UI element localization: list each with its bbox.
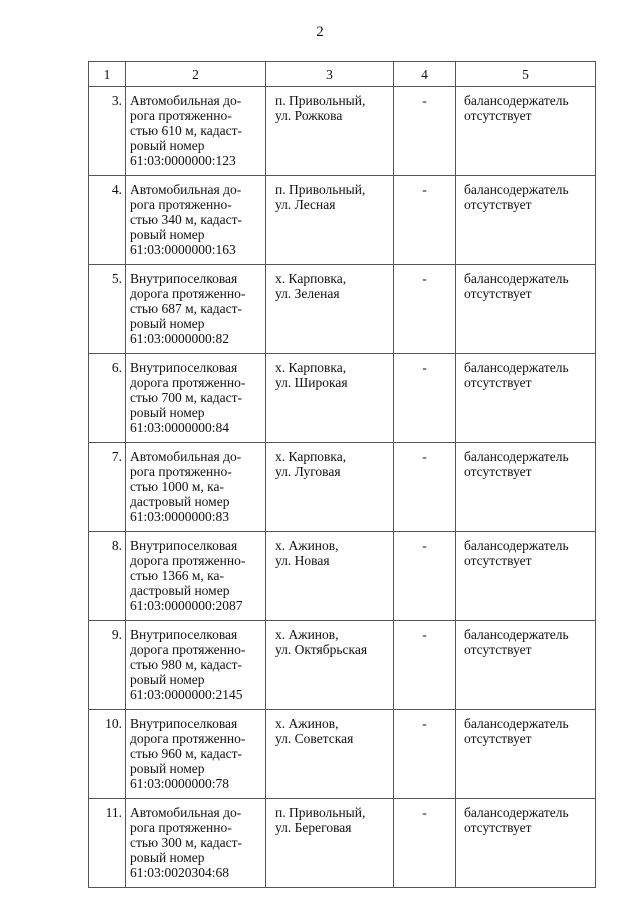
table-row — [89, 799, 596, 888]
row-number: 5. — [89, 265, 126, 354]
road-description-line: стью 340 м, кадаст- — [130, 212, 243, 227]
road-location-line: ул. Новая — [275, 553, 330, 568]
road-location-line: ул. Зеленая — [275, 286, 340, 301]
road-location-line: х. Ажинов, — [275, 716, 339, 731]
header-cell-3: 3 — [266, 62, 394, 87]
road-description-line: стью 300 м, кадаст- — [130, 835, 243, 850]
road-description-line: Автомобильная до- — [130, 182, 242, 197]
road-location-line: ул. Рожкова — [275, 108, 343, 123]
road-description-line: 61:03:0020304:68 — [130, 865, 230, 880]
road-description-line: рога протяженно- — [130, 464, 232, 479]
balance-holder — [456, 443, 596, 532]
road-description-line: Внутрипоселковая — [130, 271, 238, 286]
road-description-line: Внутрипоселковая — [130, 716, 238, 731]
balance-holder — [456, 799, 596, 888]
row-number: 9. — [89, 621, 126, 710]
road-description — [126, 87, 266, 176]
road-description — [126, 265, 266, 354]
balance-holder-line: балансодержатель — [464, 627, 569, 642]
road-location-line: х. Ажинов, — [275, 538, 339, 553]
balance-holder-line: отсутствует — [464, 731, 532, 746]
balance-holder-line: балансодержатель — [464, 271, 569, 286]
road-description — [126, 799, 266, 888]
road-description — [126, 354, 266, 443]
table-row — [89, 443, 596, 532]
row-number: 4. — [89, 176, 126, 265]
road-description-line: ровый номер — [130, 672, 205, 687]
road-location — [266, 87, 394, 176]
balance-holder-line: отсутствует — [464, 375, 532, 390]
road-description-line: ровый номер — [130, 227, 205, 242]
balance-holder-line: отсутствует — [464, 108, 532, 123]
header-cell-2: 2 — [126, 62, 266, 87]
table-row — [89, 710, 596, 799]
balance-holder-line: балансодержатель — [464, 449, 569, 464]
road-description-line: ровый номер — [130, 138, 205, 153]
balance-holder-line: балансодержатель — [464, 360, 569, 375]
road-description-line: ровый номер — [130, 761, 205, 776]
road-registry-table — [88, 61, 596, 888]
row-number: 11. — [89, 799, 126, 888]
table-header-row — [89, 62, 596, 87]
balance-holder — [456, 265, 596, 354]
road-description-line: рога протяженно- — [130, 197, 232, 212]
table-row — [89, 176, 596, 265]
road-description-line: дорога протяженно- — [130, 731, 246, 746]
road-location-line: ул. Октябрьская — [275, 642, 368, 657]
row-number: 7. — [89, 443, 126, 532]
balance-holder — [456, 710, 596, 799]
road-description-line: дорога протяженно- — [130, 286, 246, 301]
column-4-value: - — [394, 621, 456, 710]
road-description-line: 61:03:0000000:123 — [130, 153, 236, 168]
road-location-line: ул. Береговая — [275, 820, 352, 835]
road-description-line: стью 980 м, кадаст- — [130, 657, 243, 672]
road-description-line: рога протяженно- — [130, 108, 232, 123]
road-description-line: 61:03:0000000:2087 — [130, 598, 243, 613]
road-location-line: п. Привольный, — [275, 182, 366, 197]
table-row — [89, 354, 596, 443]
balance-holder — [456, 354, 596, 443]
road-location — [266, 265, 394, 354]
road-location-line: х. Ажинов, — [275, 627, 339, 642]
table-row — [89, 621, 596, 710]
road-description-line: Внутрипоселковая — [130, 538, 238, 553]
balance-holder-line: отсутствует — [464, 197, 532, 212]
road-location — [266, 799, 394, 888]
road-description-line: дорога протяженно- — [130, 642, 246, 657]
road-location-line: п. Привольный, — [275, 805, 366, 820]
row-number: 10. — [89, 710, 126, 799]
road-location — [266, 443, 394, 532]
road-description-line: Автомобильная до- — [130, 93, 242, 108]
column-4-value: - — [394, 176, 456, 265]
balance-holder — [456, 87, 596, 176]
road-description-line: дастровый номер — [130, 494, 230, 509]
balance-holder — [456, 621, 596, 710]
road-description-line: стью 1000 м, ка- — [130, 479, 225, 494]
road-location-line: п. Привольный, — [275, 93, 366, 108]
road-description-line: рога протяженно- — [130, 820, 232, 835]
column-4-value: - — [394, 532, 456, 621]
road-location — [266, 354, 394, 443]
road-description-line: ровый номер — [130, 850, 205, 865]
road-description — [126, 710, 266, 799]
road-description-line: 61:03:0000000:82 — [130, 331, 230, 346]
road-description-line: 61:03:0000000:83 — [130, 509, 230, 524]
road-description-line: стью 610 м, кадаст- — [130, 123, 243, 138]
road-location-line: ул. Широкая — [275, 375, 348, 390]
road-description — [126, 621, 266, 710]
road-description-line: ровый номер — [130, 316, 205, 331]
road-location — [266, 532, 394, 621]
road-description-line: 61:03:0000000:78 — [130, 776, 230, 791]
road-location — [266, 621, 394, 710]
road-location-line: ул. Луговая — [275, 464, 341, 479]
road-description — [126, 532, 266, 621]
column-4-value: - — [394, 354, 456, 443]
road-location — [266, 176, 394, 265]
road-description-line: Автомобильная до- — [130, 805, 242, 820]
road-description-line: 61:03:0000000:2145 — [130, 687, 243, 702]
row-number: 3. — [89, 87, 126, 176]
header-cell-4: 4 — [394, 62, 456, 87]
balance-holder-line: балансодержатель — [464, 716, 569, 731]
road-description-line: ровый номер — [130, 405, 205, 420]
balance-holder-line: отсутствует — [464, 553, 532, 568]
balance-holder-line: балансодержатель — [464, 805, 569, 820]
header-cell-1: 1 — [89, 62, 126, 87]
road-description-line: стью 960 м, кадаст- — [130, 746, 243, 761]
balance-holder-line: балансодержатель — [464, 182, 569, 197]
table-row — [89, 87, 596, 176]
balance-holder — [456, 532, 596, 621]
balance-holder-line: отсутствует — [464, 820, 532, 835]
page-number: 2 — [316, 24, 324, 40]
column-4-value: - — [394, 265, 456, 354]
column-4-value: - — [394, 87, 456, 176]
column-4-value: - — [394, 443, 456, 532]
road-description-line: стью 687 м, кадаст- — [130, 301, 243, 316]
balance-holder-line: балансодержатель — [464, 93, 569, 108]
road-location-line: ул. Лесная — [275, 197, 336, 212]
road-description-line: Внутрипоселковая — [130, 360, 238, 375]
road-location-line: х. Карповка, — [275, 271, 347, 286]
balance-holder-line: балансодержатель — [464, 538, 569, 553]
row-number: 8. — [89, 532, 126, 621]
road-description — [126, 443, 266, 532]
road-description-line: дастровый номер — [130, 583, 230, 598]
road-description-line: Автомобильная до- — [130, 449, 242, 464]
balance-holder-line: отсутствует — [464, 642, 532, 657]
road-description — [126, 176, 266, 265]
road-location-line: х. Карповка, — [275, 449, 347, 464]
column-4-value: - — [394, 799, 456, 888]
balance-holder-line: отсутствует — [464, 464, 532, 479]
balance-holder-line: отсутствует — [464, 286, 532, 301]
road-description-line: Внутрипоселковая — [130, 627, 238, 642]
road-description-line: дорога протяженно- — [130, 375, 246, 390]
table-row — [89, 265, 596, 354]
table-body — [89, 87, 596, 888]
road-description-line: дорога протяженно- — [130, 553, 246, 568]
road-location-line: ул. Советская — [275, 731, 354, 746]
header-cell-5: 5 — [456, 62, 596, 87]
table-row — [89, 532, 596, 621]
row-number: 6. — [89, 354, 126, 443]
balance-holder — [456, 176, 596, 265]
road-description-line: 61:03:0000000:84 — [130, 420, 230, 435]
road-description-line: стью 700 м, кадаст- — [130, 390, 243, 405]
column-4-value: - — [394, 710, 456, 799]
road-description-line: стью 1366 м, ка- — [130, 568, 225, 583]
road-description-line: 61:03:0000000:163 — [130, 242, 236, 257]
road-location — [266, 710, 394, 799]
road-location-line: х. Карповка, — [275, 360, 347, 375]
